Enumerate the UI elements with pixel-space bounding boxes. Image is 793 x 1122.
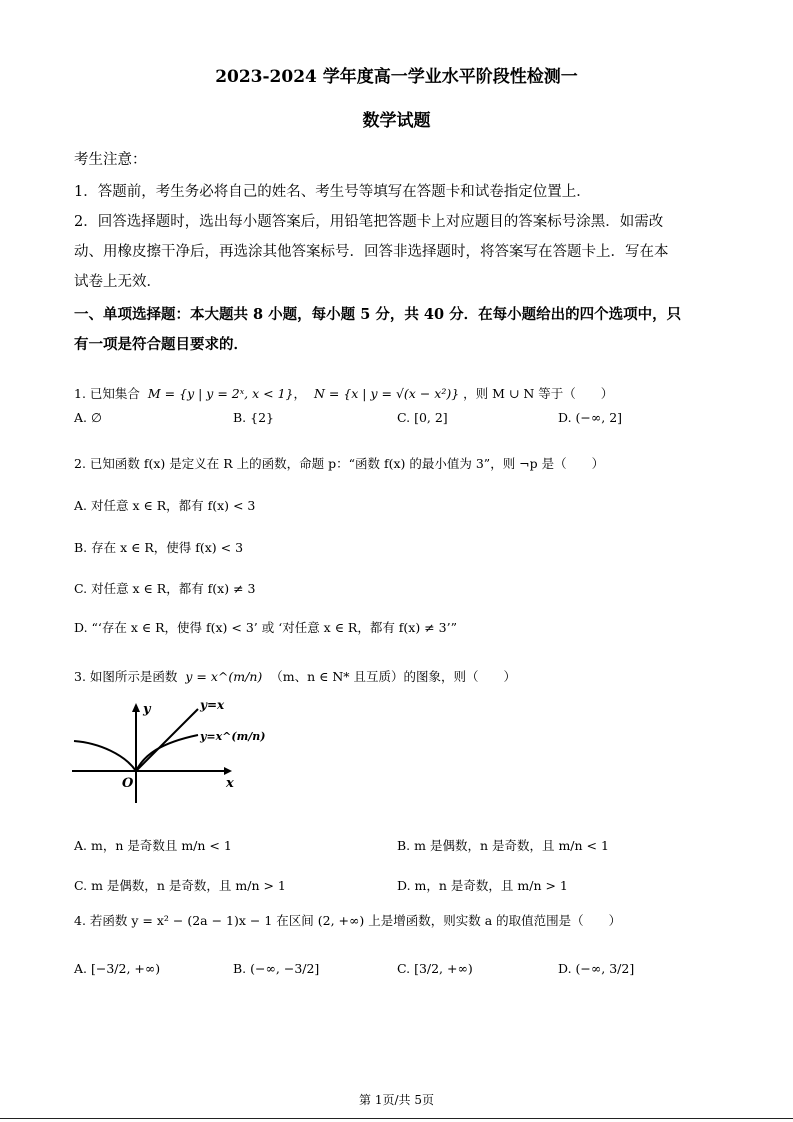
- question-1-prefix: 1. 已知集合: [74, 386, 140, 401]
- question-3-graph: [70, 695, 266, 810]
- notice-heading: 考生注意：: [74, 152, 147, 168]
- question-1-set-n: N = {x | y = √(x − x²)}: [313, 386, 460, 401]
- question-3-option-b: B. m 是偶数，n 是奇数，且 m/n < 1: [397, 838, 609, 853]
- question-3-option-c: C. m 是偶数，n 是奇数，且 m/n > 1: [74, 878, 286, 893]
- question-1-suffix: ，则 M ∪ N 等于（ ）: [463, 386, 614, 401]
- notice-item-2-line-3: 试卷上无效．: [74, 274, 161, 290]
- question-1-option-a: A. ∅: [74, 410, 102, 425]
- question-2-option-b: B. 存在 x ∈ R，使得 f(x) < 3: [74, 540, 244, 555]
- graph-origin-label: O: [122, 776, 134, 791]
- footer-divider: [0, 1118, 793, 1119]
- question-1-option-d: D. (−∞, 2]: [558, 410, 623, 425]
- question-2-option-a: A. 对任意 x ∈ R，都有 f(x) < 3: [74, 498, 256, 513]
- question-3-option-a: A. m，n 是奇数且 m/n < 1: [74, 838, 232, 853]
- question-4-option-b: B. (−∞, −3/2]: [233, 961, 320, 976]
- exam-title: 2023-2024 学年度高一学业水平阶段性检测一: [215, 67, 578, 87]
- graph-x-arrow-icon: [224, 767, 232, 775]
- question-3-prefix: 3. 如图所示是函数: [74, 669, 178, 684]
- graph-y-arrow-icon: [132, 703, 140, 712]
- notice-item-2-line-2: 动、用橡皮擦干净后，再选涂其他答案标号．回答非选择题时，将答案写在答题卡上．写在本: [74, 244, 669, 260]
- notice-item-2-line-1: 2．回答选择题时，选出每小题答案后，用铅笔把答题卡上对应题目的答案标号涂黑．如需改: [74, 214, 664, 230]
- question-1-option-c: C. [0, 2]: [397, 410, 448, 425]
- question-1-set-m: M = {y | y = 2ˣ, x < 1}: [147, 386, 294, 401]
- graph-x-label: x: [226, 776, 234, 791]
- question-1-stem: 1. 已知集合 M = {y | y = 2ˣ, x < 1}， N = {x | y = √(x − x²)} ，则 M ∪ N 等于（ ）: [74, 386, 614, 401]
- exam-subtitle: 数学试题: [362, 111, 431, 131]
- question-4-option-d: D. (−∞, 3/2]: [558, 961, 635, 976]
- graph-curve-label: y=x^(m/n): [200, 730, 266, 743]
- page-number: 第 1页/共 5页: [359, 1093, 434, 1107]
- question-3-function: y = x^(m/n): [185, 669, 263, 684]
- section-1-line-1: 一、单项选择题：本大题共 8 小题，每小题 5 分，共 40 分．在每小题给出的四个选项中，只: [74, 306, 682, 323]
- graph-line-y-equals-x: [136, 709, 198, 771]
- graph-curve-left: [74, 741, 136, 771]
- graph-line-label: y=x: [200, 698, 225, 712]
- question-4-option-a: A. [−3/2, +∞): [74, 961, 161, 976]
- graph-y-label: y: [143, 702, 151, 717]
- question-3-stem: [74, 667, 516, 685]
- notice-item-1: 1．答题前，考生务必将自己的姓名、考生号等填写在答题卡和试卷指定位置上．: [74, 184, 591, 200]
- question-2-stem: 2. 已知函数 f(x) 是定义在 R 上的函数，命题 p：“函数 f(x) 的最小值为 3”，则 ¬p 是（ ）: [74, 456, 605, 471]
- section-1-line-2: 有一项是符合题目要求的．: [74, 336, 248, 353]
- question-2-option-c: C. 对任意 x ∈ R，都有 f(x) ≠ 3: [74, 581, 256, 596]
- question-1-option-b: B. {2}: [233, 410, 274, 425]
- question-4-stem: 4. 若函数 y = x² − (2a − 1)x − 1 在区间 (2, +∞) 上是增函数，则实数 a 的取值范围是（ ）: [74, 913, 622, 928]
- question-3-suffix: （m、n ∈ N* 且互质）的图象，则（ ）: [270, 669, 517, 684]
- question-3-option-d: D. m，n 是奇数，且 m/n > 1: [397, 878, 568, 893]
- question-2-option-d: D. “‘存在 x ∈ R，使得 f(x) < 3’ 或 ‘对任意 x ∈ R，都有 f(x) ≠ 3’”: [74, 620, 457, 635]
- question-4-option-c: C. [3/2, +∞): [397, 961, 473, 976]
